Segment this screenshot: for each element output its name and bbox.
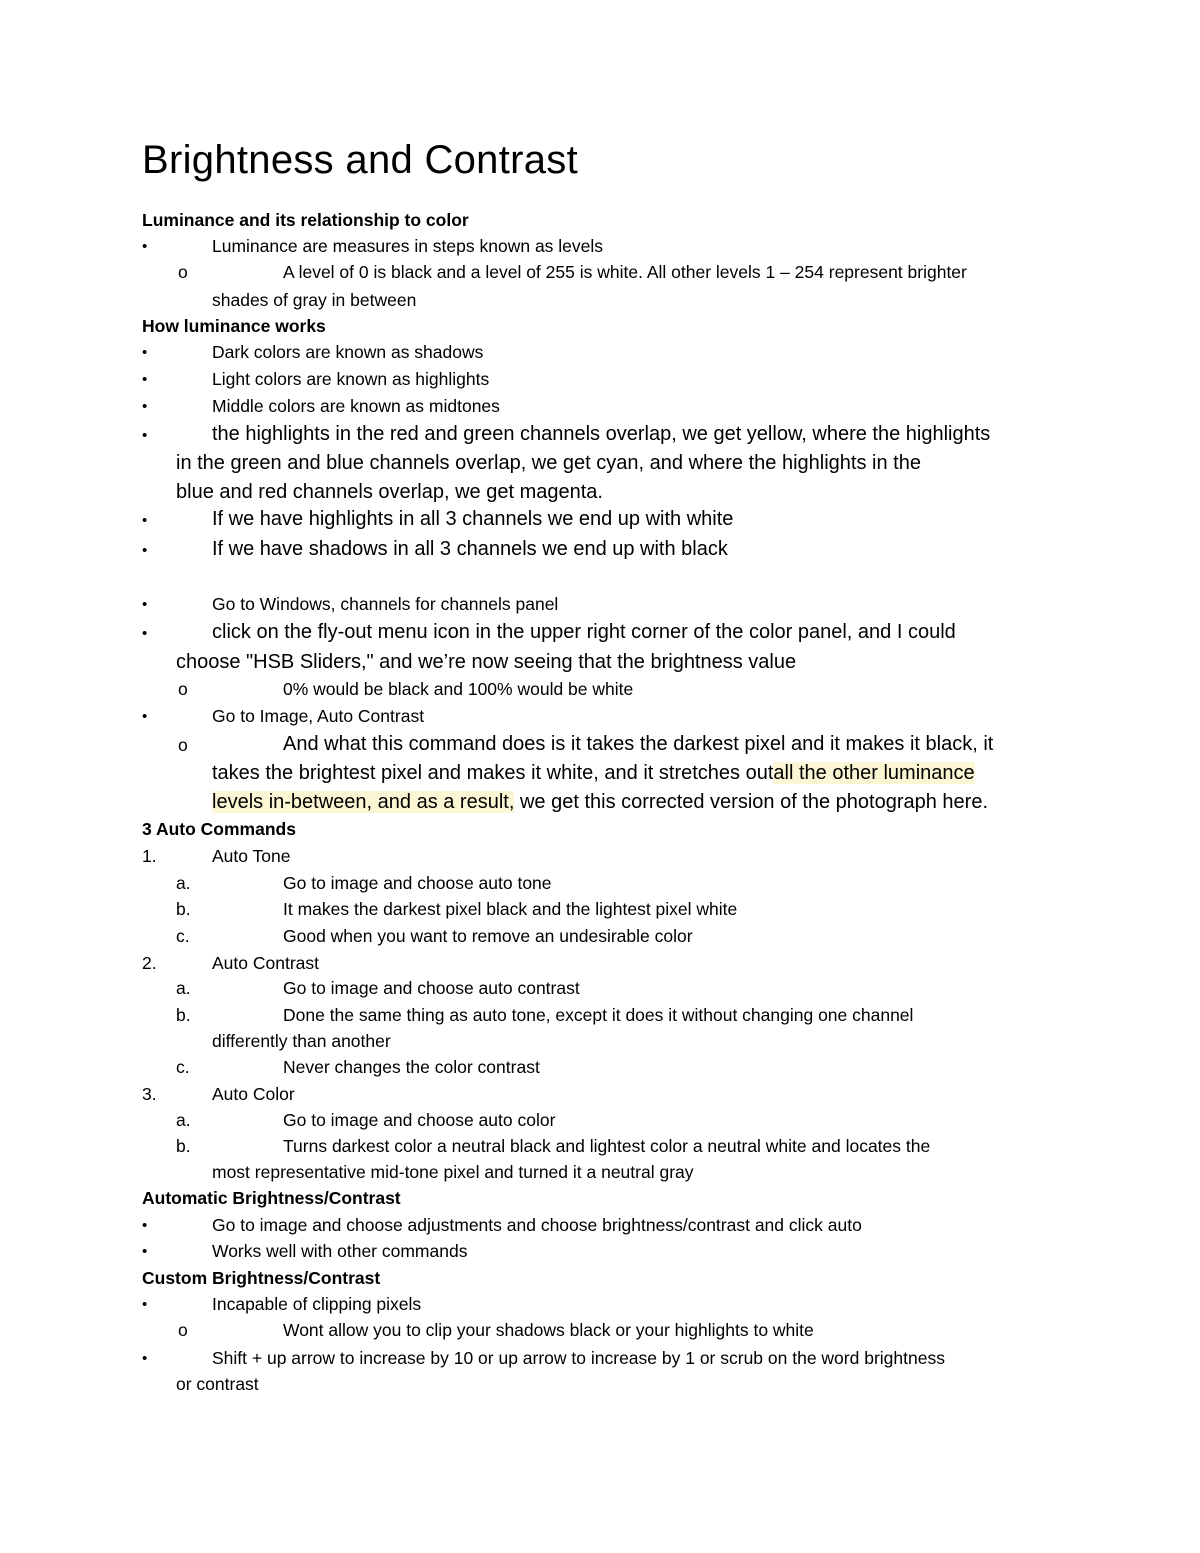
bullet-marker: • — [142, 512, 148, 529]
list-item: Luminance are measures in steps known as levels — [212, 236, 604, 256]
list-item: Auto Contrast — [212, 953, 319, 973]
highlighted-text: all the other luminance — [773, 762, 975, 784]
number-marker: 2. — [142, 953, 157, 973]
bullet-marker: • — [142, 344, 148, 361]
letter-marker: a. — [176, 873, 191, 893]
bullet-marker: • — [142, 371, 148, 388]
sub-bullet-marker: o — [178, 735, 188, 755]
list-item: 0% would be black and 100% would be white — [283, 679, 634, 699]
bullet-marker: • — [142, 625, 148, 642]
list-item: Go to image and choose adjustments and choose brightness/contrast and click auto — [212, 1215, 862, 1235]
bullet-marker: • — [142, 238, 148, 255]
highlighted-text: levels in-between, and as a result, — [212, 791, 515, 813]
list-item: Go to image and choose auto color — [283, 1110, 556, 1130]
section-heading-automatic-brightness-contrast: Automatic Brightness/Contrast — [142, 1188, 401, 1208]
bullet-marker: • — [142, 427, 148, 444]
letter-marker: a. — [176, 978, 191, 998]
list-item: Works well with other commands — [212, 1241, 468, 1261]
bullet-marker: • — [142, 708, 148, 725]
list-item: Good when you want to remove an undesirable color — [283, 926, 693, 946]
list-item: A level of 0 is black and a level of 255 is white. All other levels 1 – 254 represent brighter — [283, 262, 967, 282]
section-heading-custom-brightness-contrast: Custom Brightness/Contrast — [142, 1268, 381, 1288]
letter-marker: b. — [176, 1005, 191, 1025]
list-item-continuation — [212, 792, 988, 812]
plain-text: we get this corrected version of the photograph here. — [514, 791, 989, 813]
list-item: Wont allow you to clip your shadows black or your highlights to white — [283, 1320, 814, 1340]
list-item-continuation: blue and red channels overlap, we get magenta. — [176, 481, 603, 503]
list-item-continuation: differently than another — [212, 1031, 391, 1051]
section-heading-auto-commands: 3 Auto Commands — [142, 819, 296, 839]
list-item-continuation: or contrast — [176, 1374, 259, 1394]
list-item: click on the fly-out menu icon in the upper right corner of the color panel, and I could — [212, 621, 956, 643]
list-item: Shift + up arrow to increase by 10 or up arrow to increase by 1 or scrub on the word brightness — [212, 1348, 945, 1368]
sub-bullet-marker: o — [178, 262, 188, 282]
list-item: Middle colors are known as midtones — [212, 396, 500, 416]
bullet-marker: • — [142, 1296, 148, 1313]
list-item-continuation: shades of gray in between — [212, 290, 417, 310]
list-item: Auto Color — [212, 1084, 295, 1104]
list-item: If we have shadows in all 3 channels we end up with black — [212, 538, 728, 560]
list-item: If we have highlights in all 3 channels we end up with white — [212, 508, 734, 530]
bullet-marker: • — [142, 398, 148, 415]
list-item: It makes the darkest pixel black and the lightest pixel white — [283, 899, 738, 919]
sub-bullet-marker: o — [178, 1320, 188, 1340]
bullet-marker: • — [142, 1243, 148, 1260]
list-item: And what this command does is it takes the darkest pixel and it makes it black, it — [283, 733, 994, 755]
plain-text: takes the brightest pixel and makes it white, and it stretches out — [212, 762, 774, 784]
list-item: Never changes the color contrast — [283, 1057, 540, 1077]
list-item-continuation: most representative mid-tone pixel and turned it a neutral gray — [212, 1162, 694, 1182]
bullet-marker: • — [142, 1350, 148, 1367]
list-item-continuation: in the green and blue channels overlap, we get cyan, and where the highlights in the — [176, 452, 921, 474]
list-item: Done the same thing as auto tone, except it does it without changing one channel — [283, 1005, 914, 1025]
list-item: Turns darkest color a neutral black and lightest color a neutral white and locates the — [283, 1136, 931, 1156]
letter-marker: c. — [176, 926, 190, 946]
letter-marker: c. — [176, 1057, 190, 1077]
letter-marker: a. — [176, 1110, 191, 1130]
page-title: Brightness and Contrast — [142, 138, 579, 182]
list-item: Go to image and choose auto contrast — [283, 978, 580, 998]
letter-marker: b. — [176, 899, 191, 919]
list-item: Auto Tone — [212, 846, 291, 866]
number-marker: 3. — [142, 1084, 157, 1104]
sub-bullet-marker: o — [178, 679, 188, 699]
list-item-continuation: choose "HSB Sliders," and we’re now seeing that the brightness value — [176, 651, 797, 673]
list-item: Go to Image, Auto Contrast — [212, 706, 425, 726]
section-heading-luminance: Luminance and its relationship to color — [142, 210, 469, 230]
list-item: Go to Windows, channels for channels panel — [212, 594, 559, 614]
list-item: Dark colors are known as shadows — [212, 342, 484, 362]
section-heading-how-luminance-works: How luminance works — [142, 316, 326, 336]
list-item: Light colors are known as highlights — [212, 369, 490, 389]
bullet-marker: • — [142, 542, 148, 559]
list-item-continuation — [212, 763, 975, 783]
list-item: the highlights in the red and green channels overlap, we get yellow, where the highlights — [212, 423, 991, 445]
list-item: Go to image and choose auto tone — [283, 873, 552, 893]
bullet-marker: • — [142, 596, 148, 613]
letter-marker: b. — [176, 1136, 191, 1156]
list-item: Incapable of clipping pixels — [212, 1294, 422, 1314]
bullet-marker: • — [142, 1217, 148, 1234]
number-marker: 1. — [142, 846, 157, 866]
